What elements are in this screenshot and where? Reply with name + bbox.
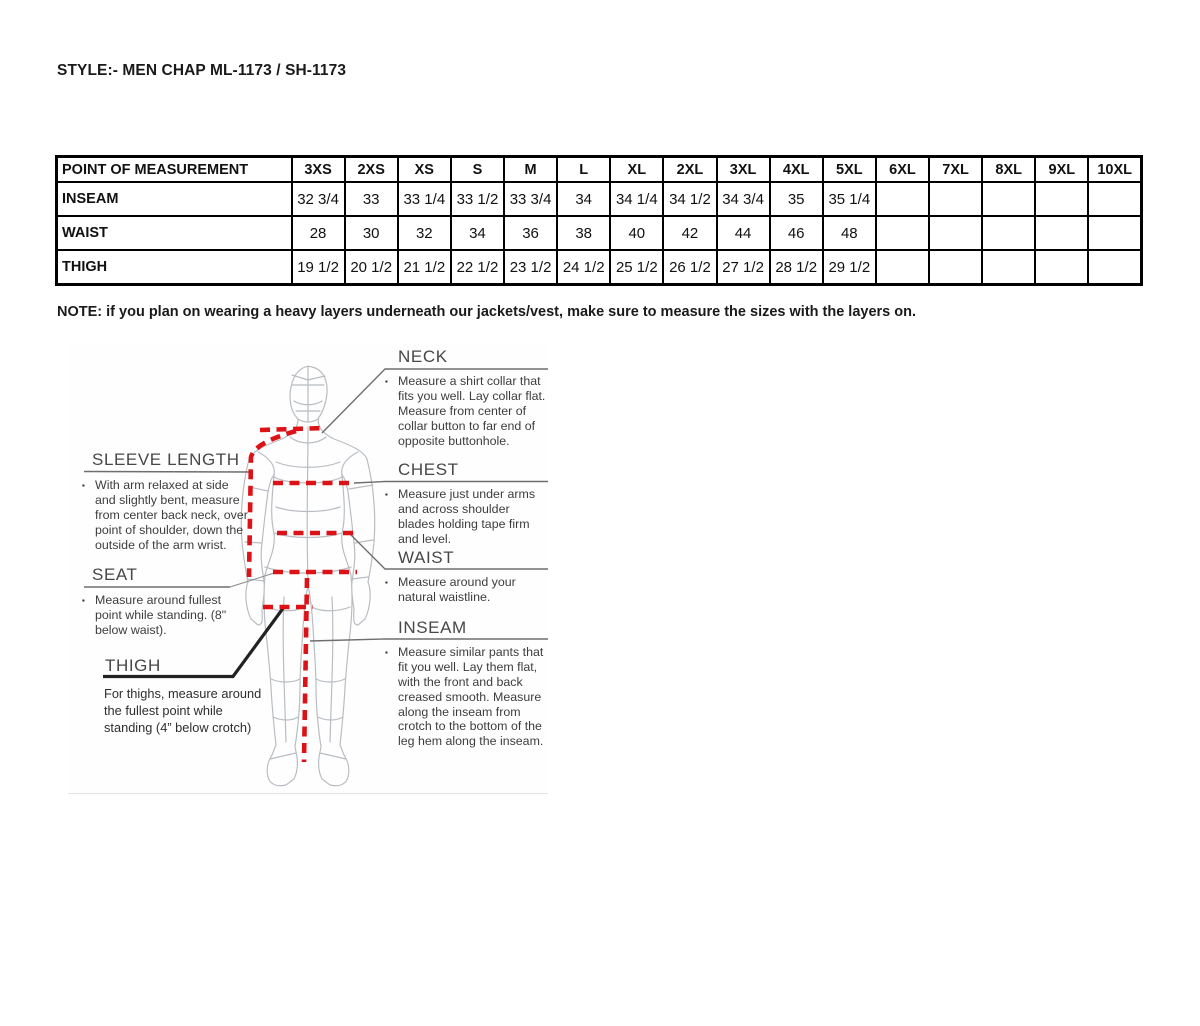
table-cell	[1088, 216, 1141, 250]
table-cell	[982, 182, 1035, 216]
section-description: Measure a shirt collar that fits you well. Lay collar flat. Measure from center of collar button to far end of opposite buttonhole.	[398, 374, 546, 448]
column-header-size: XL	[610, 157, 663, 183]
column-header-size: 4XL	[770, 157, 823, 183]
column-header-size: 5XL	[823, 157, 876, 183]
section-description: For thighs, measure around the fullest point while standing (4” below crotch)	[104, 686, 262, 735]
row-label: INSEAM	[57, 182, 292, 216]
table-cell: 34 1/4	[610, 182, 663, 216]
section-title: SLEEVE LENGTH	[92, 450, 240, 469]
table-cell: 33	[345, 182, 398, 216]
section-title: CHEST	[398, 460, 459, 479]
section-description: Measure just under arms and across shoulder blades holding tape firm and level.	[398, 487, 536, 546]
table-header-row	[57, 157, 1142, 183]
column-header-size: 8XL	[982, 157, 1035, 183]
section-title: INSEAM	[398, 618, 467, 637]
table-cell: 34 3/4	[717, 182, 770, 216]
size-chart-table	[55, 155, 1143, 286]
table-cell: 32	[398, 216, 451, 250]
table-cell	[929, 182, 982, 216]
table-cell: 24 1/2	[557, 250, 610, 285]
note-text: NOTE: if you plan on wearing a heavy layers underneath our jackets/vest, make sure to measure the sizes with the layers on.	[57, 304, 917, 320]
table-cell: 27 1/2	[717, 250, 770, 285]
bullet-square-icon: ▪	[82, 596, 85, 605]
section-description: Measure similar pants that fit you well. Lay them flat, with the front and back creased smooth. Measure along the inseam from crotch to the bottom of the leg hem along the inseam.	[398, 645, 544, 749]
table-cell	[1088, 250, 1141, 285]
diagram-section-chest	[385, 459, 548, 547]
bullet-square-icon: ▪	[385, 578, 388, 587]
table-cell: 38	[557, 216, 610, 250]
table-cell: 34	[557, 182, 610, 216]
column-header-size: 10XL	[1088, 157, 1141, 183]
column-header-size: 9XL	[1035, 157, 1088, 183]
table-cell: 21 1/2	[398, 250, 451, 285]
table-cell: 26 1/2	[663, 250, 716, 285]
column-header-point-of-measurement: POINT OF MEASUREMENT	[57, 157, 292, 183]
table-cell: 19 1/2	[292, 250, 345, 285]
table-cell	[1035, 216, 1088, 250]
section-title: SEAT	[92, 565, 138, 584]
table-cell	[982, 216, 1035, 250]
column-header-size: S	[451, 157, 504, 183]
page-title: STYLE:- MEN CHAP ML-1173 / SH-1173	[57, 62, 347, 79]
table-cell: 35 1/4	[823, 182, 876, 216]
column-header-size: L	[557, 157, 610, 183]
table-cell: 29 1/2	[823, 250, 876, 285]
table-row-thigh	[57, 250, 1142, 285]
table-cell: 36	[504, 216, 557, 250]
diagram-section-inseam	[385, 617, 548, 749]
column-header-size: 7XL	[929, 157, 982, 183]
measurement-diagram	[68, 345, 548, 794]
table-cell: 25 1/2	[610, 250, 663, 285]
table-cell	[982, 250, 1035, 285]
column-header-size: 2XL	[663, 157, 716, 183]
bullet-square-icon: ▪	[385, 377, 388, 386]
table-cell	[1035, 182, 1088, 216]
table-cell	[1035, 250, 1088, 285]
table-cell	[876, 216, 929, 250]
sleeve-measure-line	[249, 431, 296, 577]
section-title: WAIST	[398, 548, 455, 567]
table-cell: 40	[610, 216, 663, 250]
table-cell: 35	[770, 182, 823, 216]
row-label: WAIST	[57, 216, 292, 250]
table-cell: 33 1/2	[451, 182, 504, 216]
table-cell: 34 1/2	[663, 182, 716, 216]
table-cell: 28	[292, 216, 345, 250]
table-cell: 46	[770, 216, 823, 250]
table-cell	[929, 250, 982, 285]
table-cell: 30	[345, 216, 398, 250]
table-cell: 44	[717, 216, 770, 250]
table-cell	[876, 250, 929, 285]
table-cell: 22 1/2	[451, 250, 504, 285]
table-cell	[929, 216, 982, 250]
column-header-size: XS	[398, 157, 451, 183]
column-header-size: 2XS	[345, 157, 398, 183]
diagram-section-neck	[385, 346, 548, 448]
table-cell	[1088, 182, 1141, 216]
bullet-square-icon: ▪	[82, 481, 85, 490]
table-cell: 32 3/4	[292, 182, 345, 216]
table-row-inseam	[57, 182, 1142, 216]
diagram-section-sleeve-length	[82, 449, 250, 552]
table-cell: 33 1/4	[398, 182, 451, 216]
table-cell: 23 1/2	[504, 250, 557, 285]
diagram-section-waist	[385, 547, 548, 605]
table-cell: 42	[663, 216, 716, 250]
section-description: With arm relaxed at side and slightly bent, measure from center back neck, over point of shoulder, down the outside of the arm wrist.	[95, 478, 248, 552]
row-label: THIGH	[57, 250, 292, 285]
table-cell	[876, 182, 929, 216]
section-title: NECK	[398, 347, 448, 366]
column-header-size: 3XL	[717, 157, 770, 183]
section-description: Measure around fullest point while standing. (8" below waist).	[95, 593, 227, 637]
column-header-size: M	[504, 157, 557, 183]
diagram-section-thigh	[103, 655, 273, 737]
diagram-section-seat	[82, 564, 250, 638]
column-header-size: 3XS	[292, 157, 345, 183]
column-header-size: 6XL	[876, 157, 929, 183]
table-row-waist	[57, 216, 1142, 250]
table-cell: 34	[451, 216, 504, 250]
section-title: THIGH	[105, 656, 161, 675]
table-cell: 48	[823, 216, 876, 250]
table-cell: 33 3/4	[504, 182, 557, 216]
bullet-square-icon: ▪	[385, 648, 388, 657]
table-cell: 28 1/2	[770, 250, 823, 285]
bullet-square-icon: ▪	[385, 490, 388, 499]
table-cell: 20 1/2	[345, 250, 398, 285]
section-description: Measure around your natural waistline.	[398, 575, 516, 604]
